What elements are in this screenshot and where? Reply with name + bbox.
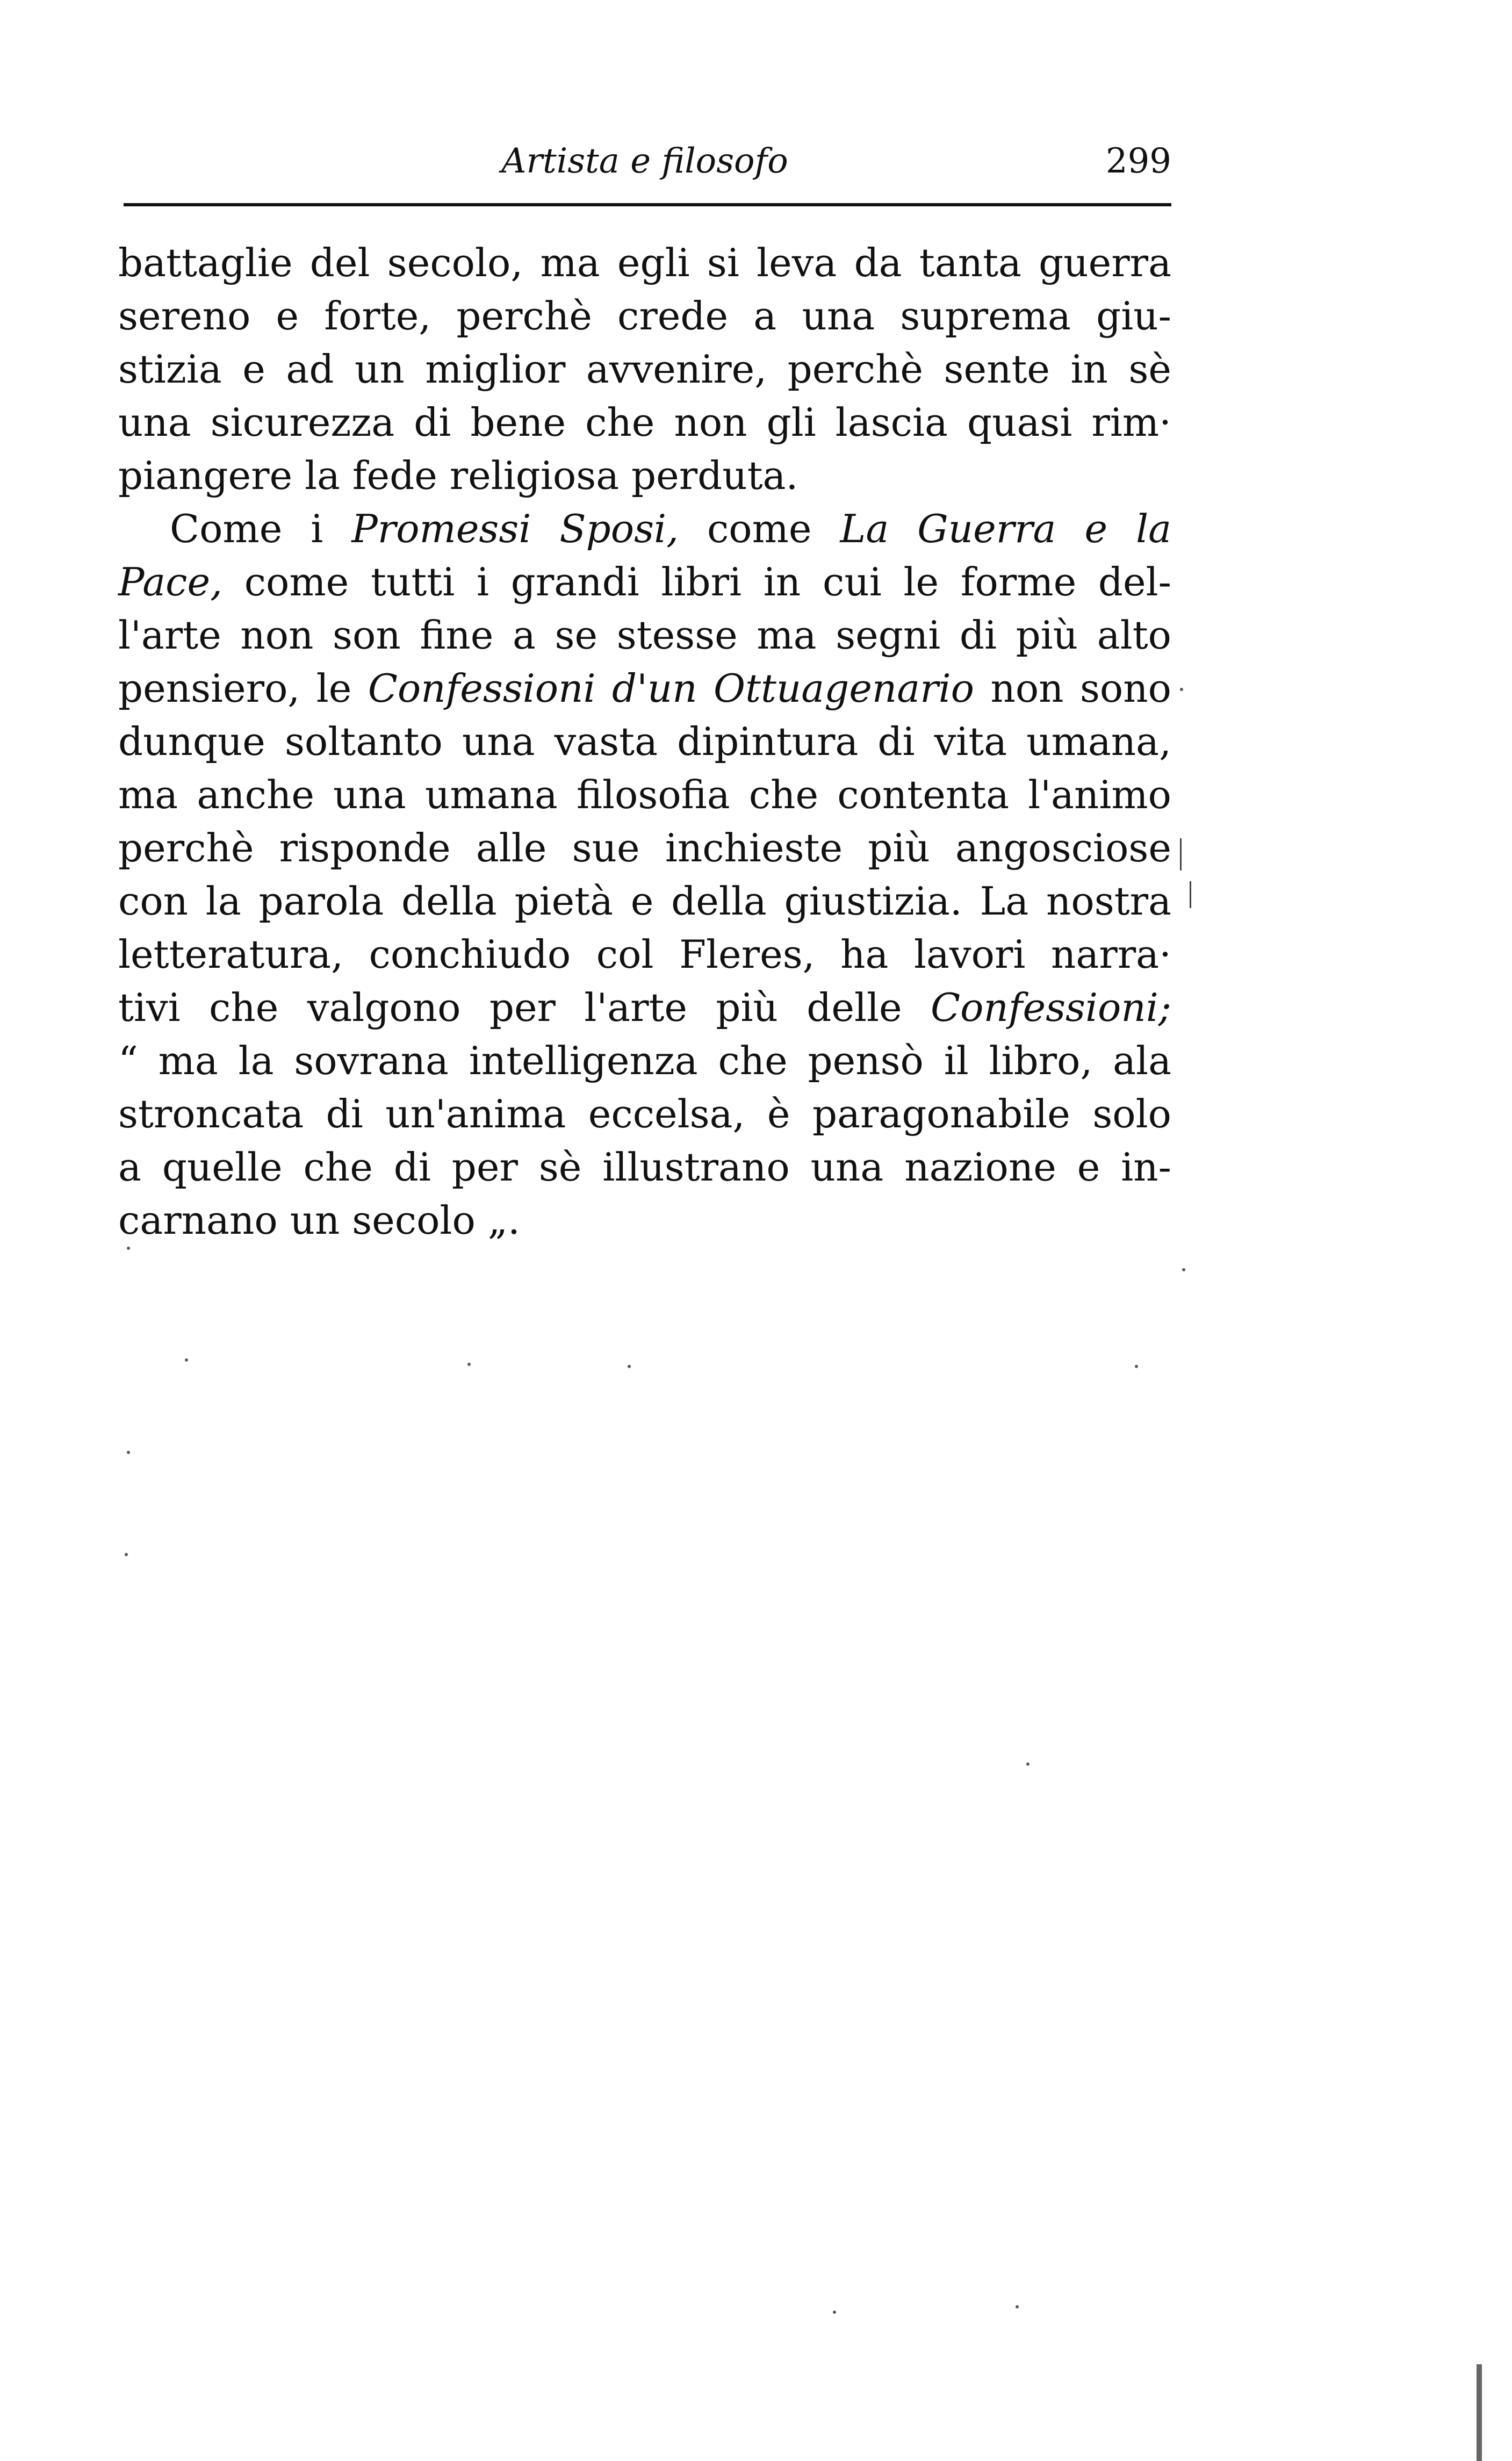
book-title-pace: Pace, bbox=[118, 559, 222, 605]
body-text bbox=[118, 236, 1171, 1247]
text-line-1: battaglie del secolo, ma egli si leva da tanta guerra bbox=[118, 240, 1171, 285]
header-rule bbox=[124, 203, 1171, 206]
speck bbox=[125, 1553, 128, 1556]
text-line-17: stroncata di un'anima eccelsa, è paragonabile solo bbox=[118, 1091, 1171, 1136]
text-line-9 bbox=[118, 662, 1171, 715]
running-title: Artista e filosofo bbox=[501, 141, 788, 181]
speck bbox=[127, 1247, 130, 1250]
book-title-confessioni-ottuagenario: Confessioni d'un Ottuagenario bbox=[368, 666, 975, 711]
text-line-11: ma anche una umana filosofia che contenta l'animo bbox=[118, 772, 1171, 817]
text-line-15 bbox=[118, 981, 1171, 1034]
speck bbox=[628, 1365, 631, 1368]
text-run: Come i bbox=[170, 506, 352, 551]
speck bbox=[185, 1358, 188, 1362]
speck bbox=[127, 1451, 130, 1454]
text-line-8: l'arte non son fine a se stesse ma segni di più alto bbox=[118, 613, 1171, 658]
text-line-5: piangere la fede religiosa perduta. bbox=[118, 453, 798, 498]
speck bbox=[1182, 1268, 1185, 1271]
book-title-confessioni: Confessioni; bbox=[931, 985, 1171, 1030]
text-line-10: dunque soltanto una vasta dipintura di vita umana, bbox=[118, 719, 1171, 764]
scan-edge-mark bbox=[1477, 2364, 1482, 2461]
book-title-guerra-e-pace: La Guerra e la bbox=[840, 506, 1172, 551]
text-run: tivi che valgono per l'arte più delle bbox=[118, 985, 931, 1030]
margin-tick-1 bbox=[1180, 838, 1182, 870]
text-run: pensiero, le bbox=[118, 666, 368, 711]
text-line-13: con la parola della pietà e della giustizia. La nostra bbox=[118, 879, 1171, 924]
book-title-promessi-sposi: Promessi Sposi, bbox=[351, 506, 679, 551]
text-line-19: carnano un secolo „. bbox=[118, 1198, 520, 1243]
text-line-3: stizia e ad un miglior avvenire, perchè sente in sè bbox=[118, 347, 1171, 392]
speck bbox=[1135, 1365, 1138, 1368]
text-run: come bbox=[678, 506, 840, 551]
speck bbox=[1180, 688, 1183, 691]
speck bbox=[467, 1363, 471, 1366]
text-line-16: “ ma la sovrana intelligenza che pensò il libro, ala bbox=[118, 1038, 1171, 1083]
text-line-6 bbox=[118, 502, 1171, 556]
page-number: 299 bbox=[1105, 141, 1171, 181]
speck bbox=[833, 2311, 836, 2314]
text-run: come tutti i grandi libri in cui le forme del- bbox=[222, 559, 1171, 605]
margin-tick-2 bbox=[1190, 881, 1191, 908]
page-header bbox=[118, 134, 1171, 193]
text-line-4: una sicurezza di bene che non gli lascia quasi rim· bbox=[118, 400, 1171, 445]
text-line-2: sereno e forte, perchè crede a una suprema giu- bbox=[118, 293, 1171, 339]
text-line-18: a quelle che di per sè illustrano una nazione e in- bbox=[118, 1145, 1171, 1190]
text-line-7 bbox=[118, 556, 1171, 609]
speck bbox=[1016, 2305, 1019, 2308]
speck bbox=[1026, 1762, 1029, 1766]
text-run: non sono bbox=[974, 666, 1171, 711]
text-line-14: letteratura, conchiudo col Fleres, ha lavori narra· bbox=[118, 932, 1171, 977]
text-line-12: perchè risponde alle sue inchieste più angosciose bbox=[118, 825, 1171, 870]
